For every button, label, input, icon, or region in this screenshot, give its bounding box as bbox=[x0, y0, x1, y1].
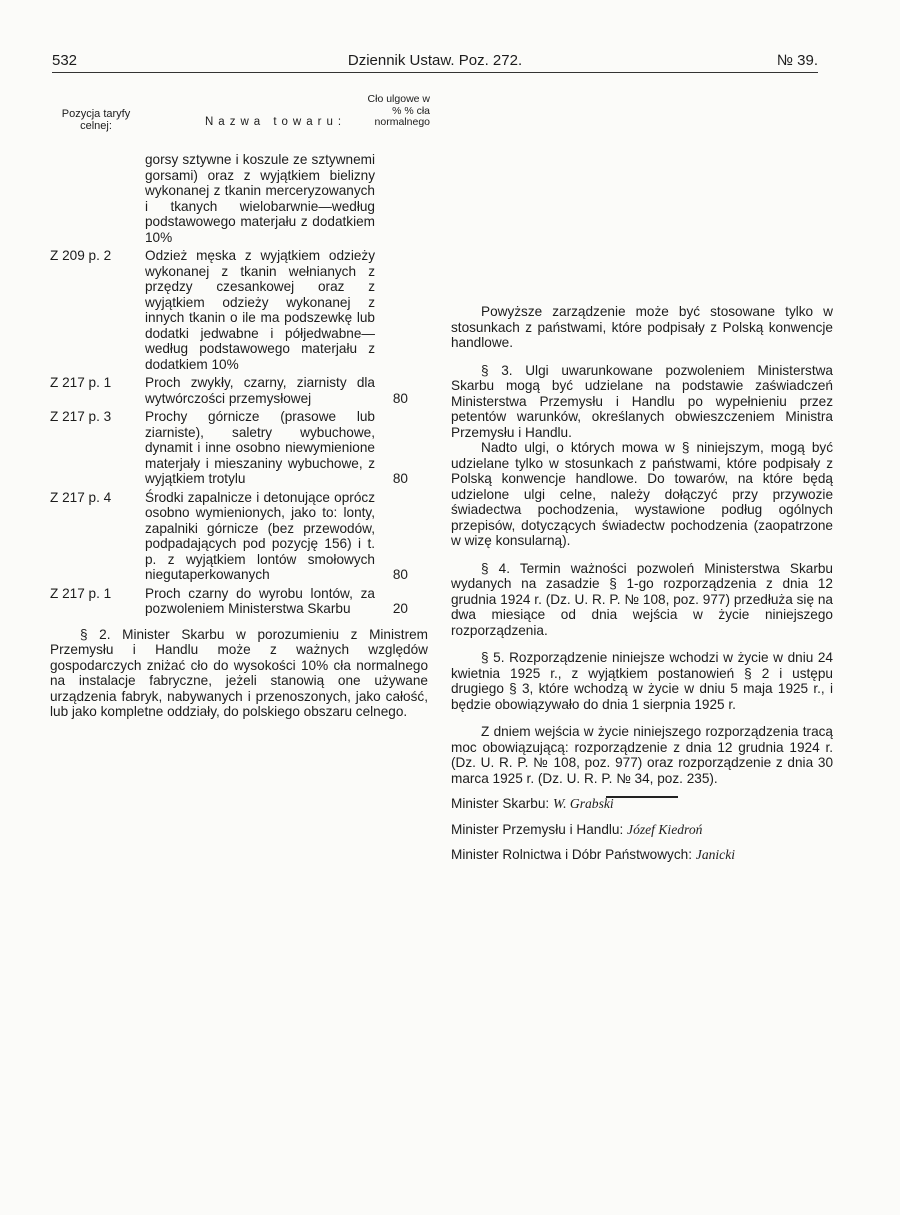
row-duty: 80 bbox=[392, 567, 408, 582]
paragraph-4: § 4. Termin ważności pozwoleń Ministerstwa Skarbu wydanych na zasadzie § 1-go rozporządzenia z dnia 12 grudnia 1924 r. (Dz. U. R. P. № 108, poz. 977) przedłuża się na dwa miesiące od dnia wejścia w życie niniejszego rozporządzenia. bbox=[451, 560, 833, 638]
signature-line bbox=[451, 796, 833, 812]
signature-name: W. Grabski bbox=[553, 796, 614, 811]
signature-role: Minister Rolnictwa i Dóbr Państwowych: bbox=[451, 847, 692, 862]
right-column bbox=[451, 94, 833, 863]
issue-number: № 39. bbox=[776, 52, 818, 69]
table-row bbox=[50, 409, 430, 487]
row-name: gorsy sztywne i koszule ze sztywnemi gorsami) oraz z wyjątkiem bielizny wykonanej z tkanin merceryzowanych i tkanych wielobarwnie—według podstawowego materjału z dodatkiem 10% bbox=[145, 152, 375, 245]
table-header bbox=[50, 94, 430, 152]
table-row bbox=[50, 490, 430, 583]
row-duty: 80 bbox=[392, 471, 408, 486]
paragraph-5-continued: Z dniem wejścia w życie niniejszego rozporządzenia tracą moc obowiązującą: rozporządzenie z dnia 12 grudnia 1924 r. (Dz. U. R. P. № 108, poz. 977) oraz rozporządzenie z dnia 30 marca 1925 r. (Dz. U. R. P. № 34, poz. 235). bbox=[451, 724, 833, 786]
paragraph-2-continued: Powyższe zarządzenie może być stosowane tylko w stosunkach z państwami, które podpisały z Polską konwencje handlowe. bbox=[451, 304, 833, 350]
signature-name: Janicki bbox=[695, 847, 736, 862]
row-position: Z 217 p. 1 bbox=[50, 585, 112, 601]
paragraph-3-continued: Nadto ulgi, o których mowa w § niniejszym, mogą być udzielane tylko w stosunkach z państwami, które podpisały z Polską konwencje handlowe. Do towarów, na które będą udzielone ulgi celne, należy dołączyć przy przywozie świadectwa pochodzenia, wystawione podług ogólnych przepisów, dotyczących świadectw pochodzenia (zaopatrzone w wizę konsularną). bbox=[451, 440, 833, 548]
page-header bbox=[52, 52, 818, 74]
col-name-header: Nazwa towaru: bbox=[205, 116, 347, 128]
table-row bbox=[50, 152, 430, 245]
row-name: Odzież męska z wyjątkiem odzieży wykonanej z tkanin wełnianych z przędzy czesankowej oraz z wyjątkiem odzieży wykonanej z innych tkanin o ile ma podszewkę lub dodatki jedwabne i półjedwabne—według podstawowego materjału z dodatkiem 10% bbox=[145, 248, 375, 372]
row-name: Środki zapalnicze i detonujące oprócz osobno wymienionych, jako to: lonty, zapalniki górnicze (bez przewodów, podpadających pod pozycję 156) i t. p. z wyjątkiem lontów smołowych niegutaperkowanych bbox=[145, 489, 375, 582]
table-row bbox=[50, 248, 430, 372]
left-column bbox=[50, 94, 430, 720]
header-rule bbox=[52, 72, 818, 73]
row-position: Z 217 p. 3 bbox=[50, 409, 112, 424]
page-number: 532 bbox=[52, 52, 78, 69]
signature-role: Minister Skarbu: bbox=[451, 796, 550, 811]
row-position: Z 217 p. 1 bbox=[50, 375, 112, 390]
paragraph-5: § 5. Rozporządzenie niniejsze wchodzi w życie w dniu 24 kwietnia 1925 r., z wyjątkiem postanowień § 2 i ustępu drugiego § 3, które wchodzą w życie w dniu 5 maja 1925 r., i będzie obowiązywało do dnia 1 sierpnia 1925 r. bbox=[451, 650, 833, 712]
table-row bbox=[50, 586, 430, 617]
signature-name: Józef Kiedroń bbox=[627, 821, 703, 837]
row-name: Prochy górnicze (prasowe lub ziarniste), saletry wybuchowe, dynamit i inne osobno niewymienione materjały i mieszaniny wybuchowe, z wyjątkiem trotylu bbox=[145, 409, 375, 486]
row-position: Z 209 p. 2 bbox=[50, 248, 112, 263]
signature-role: Minister Przemysłu i Handlu: bbox=[451, 821, 624, 837]
row-name: Proch czarny do wyrobu lontów, za pozwoleniem Ministerstwa Skarbu bbox=[145, 585, 375, 616]
paragraph-3: § 3. Ulgi uwarunkowane pozwoleniem Ministerstwa Skarbu mogą być udzielane na podstawie zaświadczeń Ministerstwa Przemysłu i Handlu po wypełnieniu przez petentów warunków, określanych obwieszczeniem Ministra Przemysłu i Handlu. bbox=[451, 362, 833, 440]
signature-line bbox=[451, 847, 833, 863]
journal-title: Dziennik Ustaw. Poz. 272. bbox=[347, 52, 523, 69]
row-duty: 80 bbox=[392, 390, 408, 406]
col-position-header: Pozycja taryfy celnej: bbox=[61, 108, 131, 132]
table-row bbox=[50, 375, 430, 406]
end-rule bbox=[606, 796, 678, 798]
col-duty-header: Cło ulgowe w % % cła normalnego bbox=[367, 93, 430, 128]
row-name: Proch zwykły, czarny, ziarnisty dla wytwórczości przemysłowej bbox=[145, 375, 375, 406]
signature-line bbox=[451, 822, 833, 838]
paragraph-2: § 2. Minister Skarbu w porozumieniu z Ministrem Przemysłu i Handlu może z ważnych względów gospodarczych zniżać cło do wysokości 10% cła normalnego na instalacje fabryczne, jeżeli stanowią one używane urządzenia fabryk, nabywanych i przenoszonych, jako całość, lub jako kompletne oddziały, do polskiego obszaru celnego. bbox=[50, 626, 428, 719]
row-duty: 20 bbox=[392, 601, 408, 616]
row-position: Z 217 p. 4 bbox=[50, 489, 112, 505]
